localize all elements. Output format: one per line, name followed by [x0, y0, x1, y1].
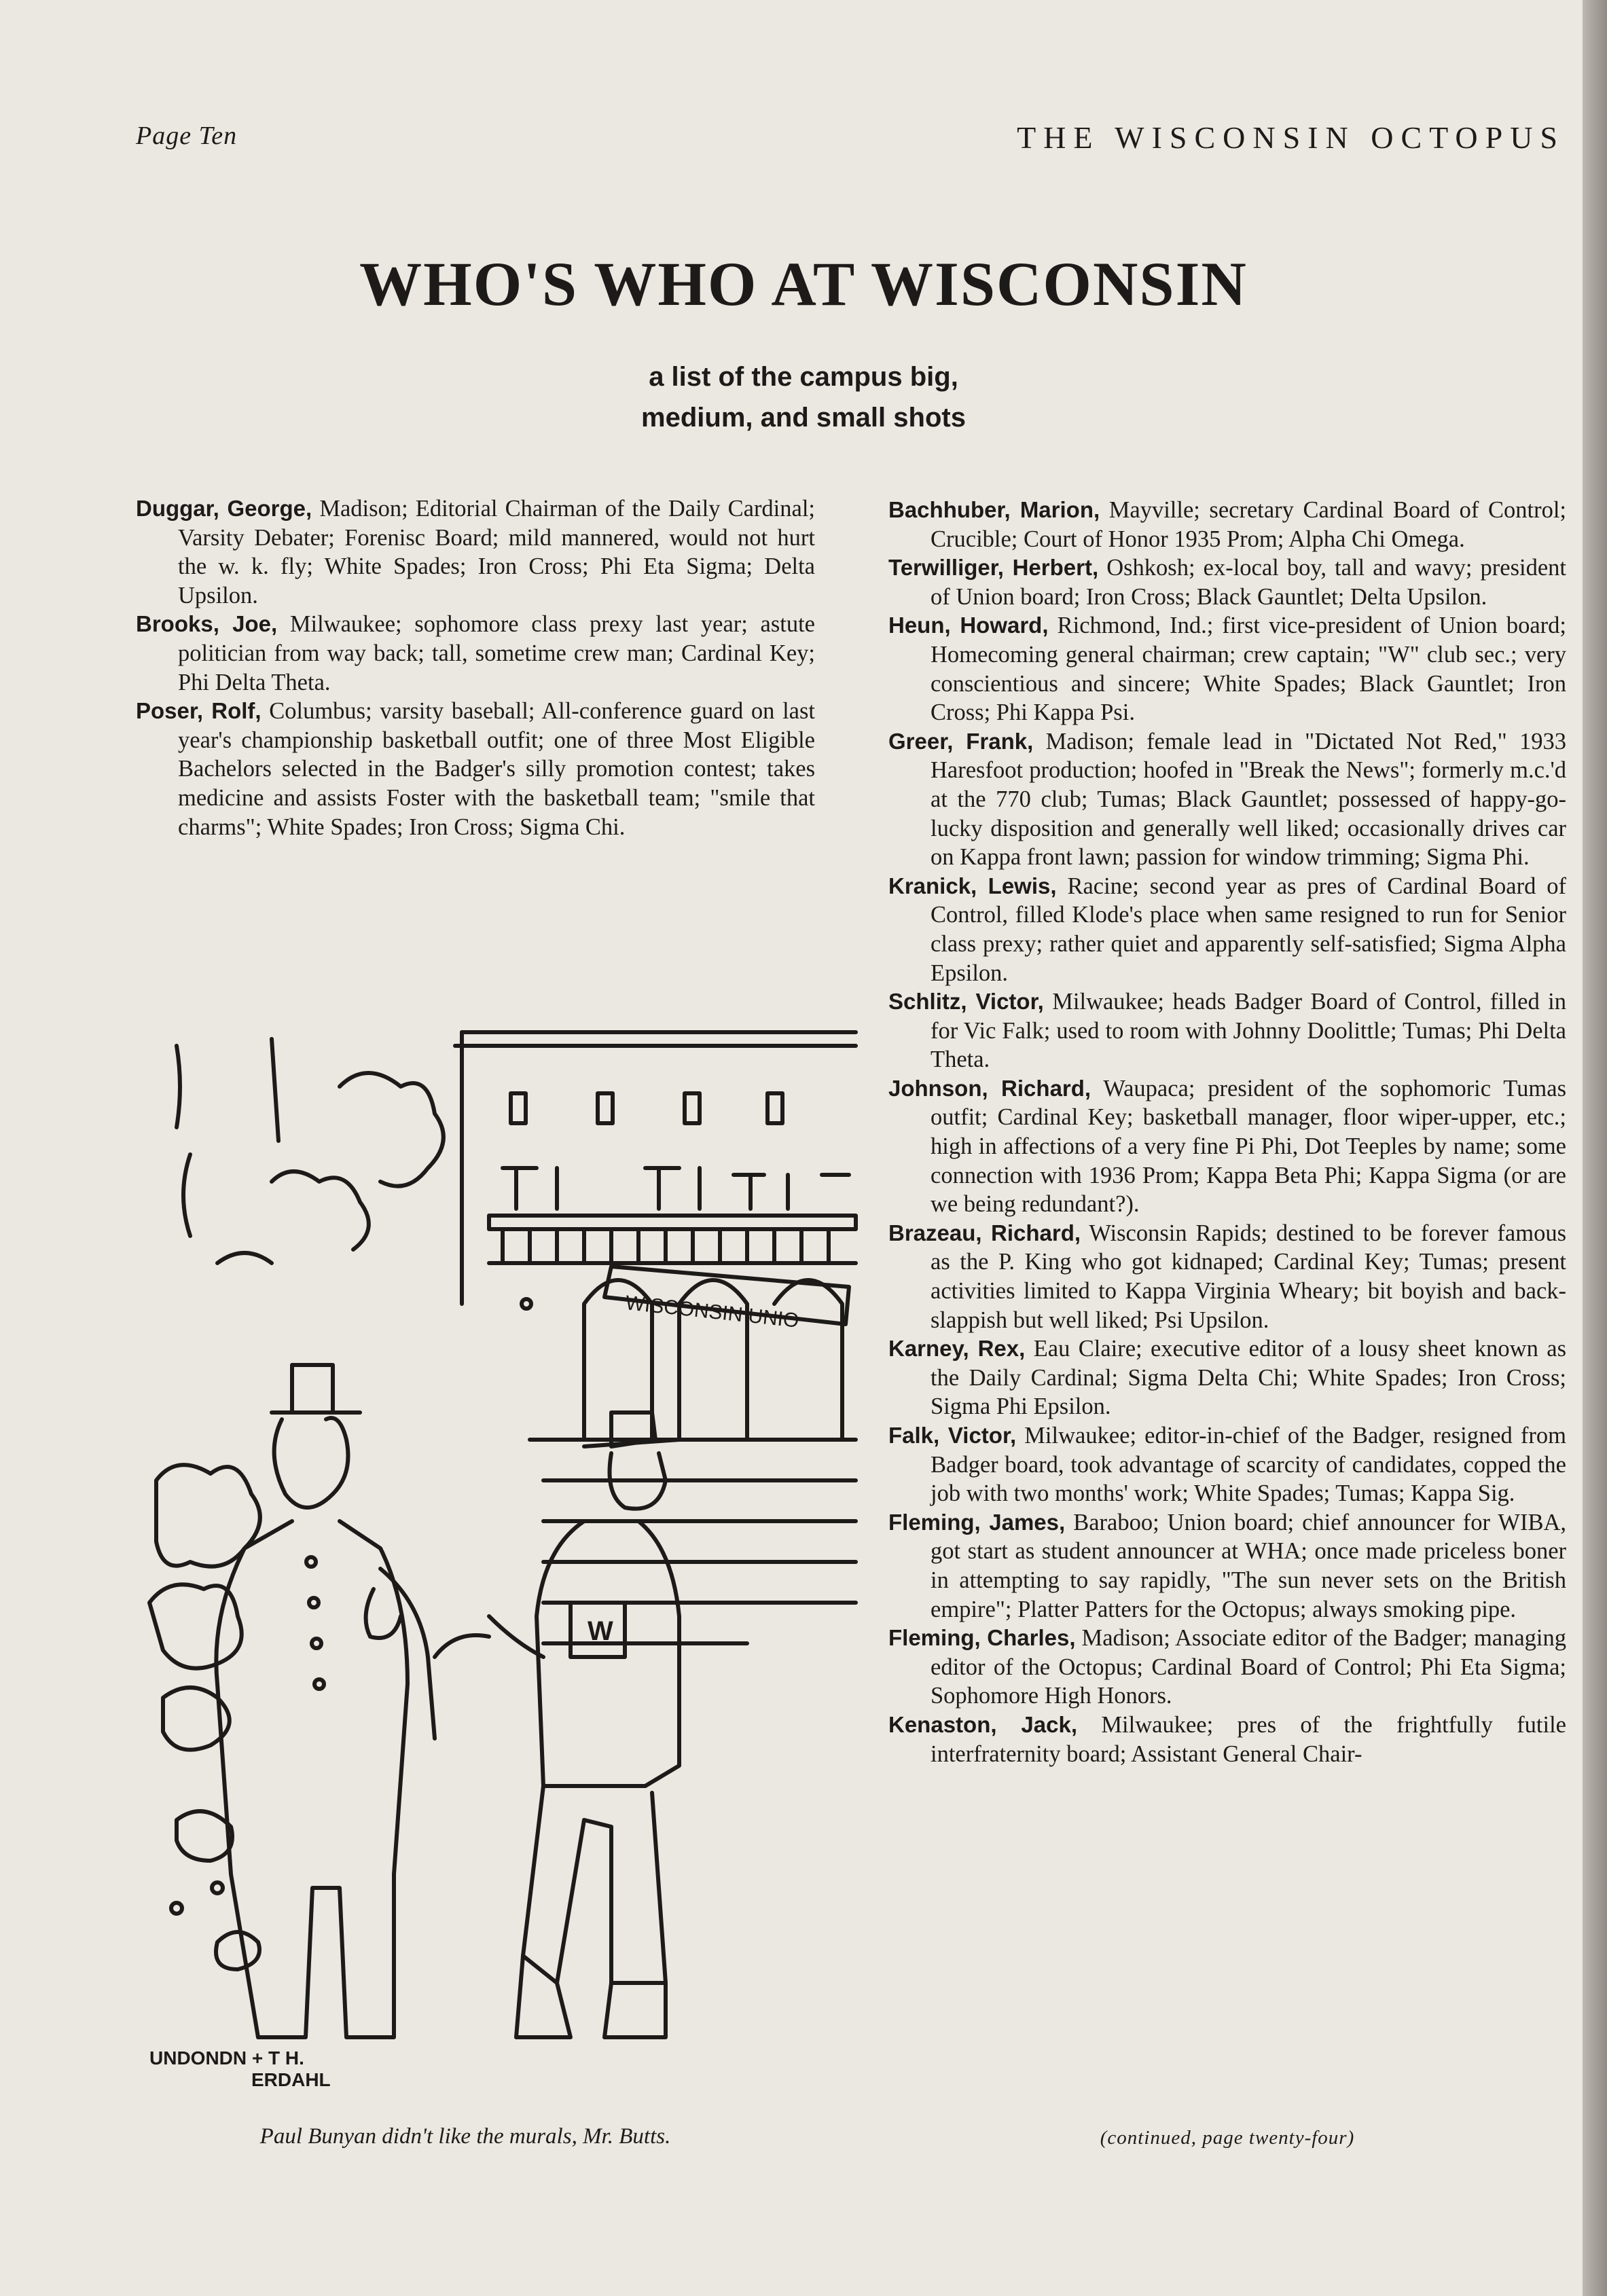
artist-signature-line-1: UNDONDN + T H. [149, 2047, 304, 2069]
cartoon-caption: Paul Bunyan didn't like the murals, Mr. Butts. [259, 2124, 671, 2149]
entry [888, 496, 1566, 553]
entry-name: Kranick, Lewis, [888, 873, 1057, 898]
entry [888, 1219, 1566, 1334]
entry-name: Schlitz, Victor, [888, 989, 1044, 1015]
entry [888, 987, 1566, 1074]
entry [136, 494, 815, 610]
entry-name: Karney, Rex, [888, 1336, 1026, 1362]
entry [136, 610, 815, 697]
entry-text: Eau Claire; executive editor of a lousy sheet known as the Daily Cardinal; Sigma Delta Chi; White Spades; Iron Cross; Sigma Phi Epsilon. [931, 1336, 1566, 1420]
entry-text: Richmond, Ind.; first vice-president of Union board; Homecoming general chairman; crew captain; "W" club sec.; very conscientious and sincere; White Spades; Black Gauntlet; Iron Cross; Phi Kappa Psi. [931, 613, 1566, 726]
subtitle-line-2: medium, and small shots [641, 403, 966, 433]
entry-text: Columbus; varsity baseball; All-conference guard on last year's championship basketball outfit; one of three Most Eligible Bachelors selected in the Badger's silly promotion contest; takes medicine and assists Foster with the basketball team; "smile that charms"; White Spades; Iron Cross; Sigma Chi. [178, 698, 815, 840]
entry-text: Milwaukee; sophomore class prexy last year; astute politician from way back; tall, sometime crew man; Cardinal Key; Phi Delta Theta. [178, 611, 815, 695]
entry [888, 727, 1566, 872]
entry-text: Mayville; secretary Cardinal Board of Control; Crucible; Court of Honor 1935 Prom; Alpha Chi Omega. [931, 497, 1566, 552]
entry-name: Brazeau, Richard, [888, 1220, 1081, 1245]
magazine-masthead: THE WISCONSIN OCTOPUS [1017, 120, 1565, 155]
entry-name: Terwilliger, Herbert, [888, 555, 1099, 581]
entry-text: Baraboo; Union board; chief announcer for WIBA, got start as student announcer at WHA; once made priceless boner in attempting to say rapidly, "The sun never sets on the British empire"; Platter Patters for the Octopus; always smoking pipe. [931, 1509, 1567, 1622]
mr-butts-figure [435, 1413, 679, 2037]
entry-name: Bachhuber, Marion, [888, 497, 1100, 522]
entry-text: Milwaukee; editor-in-chief of the Badger, resigned from Badger board, took advantage of scarcity of candidates, copped the job with two months' work; White Spades; Tumas; Kappa Sig. [931, 1423, 1566, 1507]
entry [888, 1074, 1566, 1219]
entry-text: Wisconsin Rapids; destined to be forever famous as the P. King who got kidnaped; Cardinal Key; Tumas; present activities limited to Kappa Virginia Wheary; bit boyish and back-slappish but well liked; Psi Upsilon. [931, 1220, 1566, 1333]
entry-name: Brooks, Joe, [136, 611, 278, 637]
article-subtitle [0, 357, 1607, 438]
entry [888, 553, 1566, 611]
entry-name: Heun, Howard, [888, 613, 1049, 638]
page-edge-shadow [1583, 0, 1607, 2296]
entry-name: Johnson, Richard, [888, 1075, 1091, 1101]
entry-name: Duggar, George, [136, 496, 312, 521]
entry [888, 872, 1566, 987]
entry [888, 1624, 1566, 1711]
subtitle-line-1: a list of the campus big, [649, 362, 958, 392]
entry-name: Poser, Rolf, [136, 698, 261, 724]
right-column [888, 496, 1566, 1768]
page-number: Page Ten [136, 122, 238, 150]
union-building-drawing [455, 1032, 856, 1643]
artist-signature-line-2: ERDAHL [251, 2069, 331, 2090]
entry-text: Oshkosh; ex-local boy, tall and wavy; president of Union board; Iron Cross; Black Gauntlet; Delta Upsilon. [931, 555, 1566, 610]
entry-name: Fleming, Charles, [888, 1625, 1076, 1651]
entry-text: Madison; Associate editor of the Badger; managing editor of the Octopus; Cardinal Board of Control; Phi Eta Sigma; Sophomore High Honors. [931, 1625, 1566, 1709]
entry-text: Milwaukee; heads Badger Board of Control, filled in for Vic Falk; used to room with Johnny Doolittle; Tumas; Phi Delta Theta. [931, 989, 1566, 1073]
entry [888, 1508, 1566, 1624]
entry [888, 1711, 1566, 1768]
left-column [136, 494, 815, 841]
article-title: WHO'S WHO AT WISCONSIN [359, 249, 1248, 318]
entry-text: Madison; female lead in "Dictated Not Red," 1933 Haresfoot production; hoofed in "Break the News"; formerly m.c.'d at the 770 club; Tumas; Black Gauntlet; possessed of happy-go-lucky disposition and generally well liked; occasionally drives car on Kappa front lawn; passion for window trimming; Sigma Phi. [931, 728, 1567, 871]
entry-name: Kenaston, Jack, [888, 1711, 1078, 1737]
entry [888, 611, 1566, 727]
entry-name: Greer, Frank, [888, 728, 1034, 754]
banner-text: WISCONSIN UNIO [624, 1292, 800, 1332]
continued-note: (continued, page twenty-four) [1100, 2127, 1355, 2149]
entry [888, 1421, 1566, 1508]
entry-name: Fleming, James, [888, 1509, 1066, 1535]
entry [888, 1334, 1566, 1421]
entry-text: Milwaukee; pres of the frightfully futile interfraternity board; Assistant General Chair- [931, 1711, 1566, 1767]
entry-text: Madison; Editorial Chairman of the Daily Cardinal; Varsity Debater; Forenisc Board; mild mannered, would not hurt the w. k. fly; White Spades; Iron Cross; Phi Eta Sigma; Delta Upsilon. [178, 496, 815, 608]
entry [136, 697, 815, 841]
armband-letter: W [588, 1616, 613, 1646]
entry-text: Waupaca; president of the sophomoric Tumas outfit; Cardinal Key; basketball manager, floor wiper-upper, etc.; high in affections of a very fine Pi Phi, Dot Teeples by name; some connection with 1936 Prom; Kappa Beta Phi; Kappa Sigma (or are we being redundant?). [931, 1075, 1566, 1218]
entry-text: Racine; second year as pres of Cardinal Board of Control, filled Klode's place when same resigned to run for Senior class prexy; rather quiet and apparently self-satisfied; Sigma Alpha Epsilon. [931, 873, 1566, 986]
entry-name: Falk, Victor, [888, 1423, 1017, 1448]
cartoon-illustration [136, 1005, 869, 2092]
